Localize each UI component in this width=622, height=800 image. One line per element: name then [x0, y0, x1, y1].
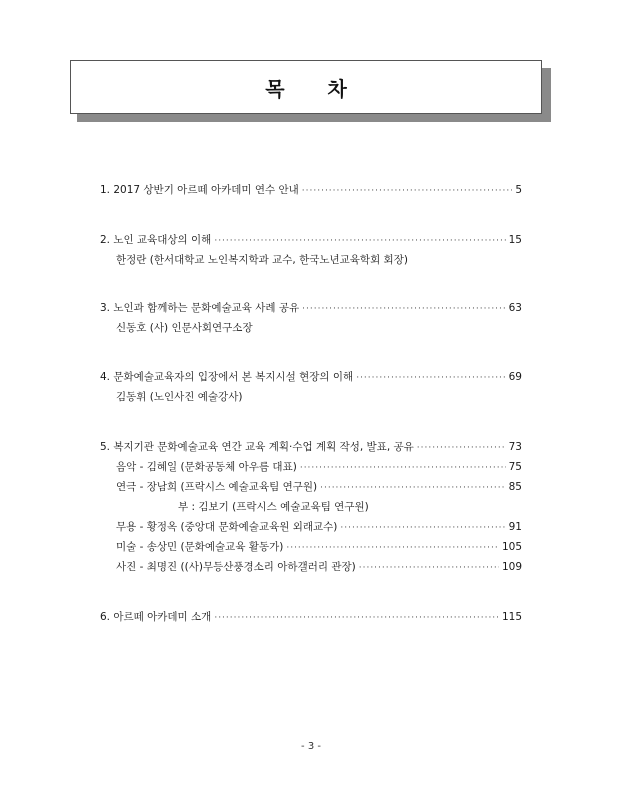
toc-entry-label: 연극 - 장남희 (프락시스 예술교육팀 연구원)	[116, 481, 318, 493]
toc-page-number: 73	[508, 441, 522, 453]
toc-entry-5[interactable]	[100, 437, 522, 457]
toc-entry-label: 무용 - 황정옥 (중앙대 문화예술교육원 외래교수)	[116, 521, 338, 533]
dot-leader	[417, 438, 506, 458]
toc-entry-2[interactable]	[100, 230, 522, 250]
page-footer-number: - 3 -	[301, 741, 321, 752]
toc-page-number: 115	[501, 611, 522, 623]
toc-entry-1[interactable]	[100, 180, 522, 200]
toc-page-number: 63	[508, 302, 522, 314]
toc-page-number: 69	[508, 371, 522, 383]
dot-leader	[214, 608, 499, 628]
toc-page-number: 15	[508, 234, 522, 246]
toc-page-number: 105	[501, 541, 522, 553]
toc-page-number: 5	[515, 184, 522, 196]
table-of-contents	[100, 180, 522, 627]
toc-page-number: 85	[508, 481, 522, 493]
toc-subentry-dance[interactable]	[100, 517, 522, 537]
toc-entry-label: 2. 노인 교육대상의 이해	[100, 234, 212, 246]
page-title: 목 차	[265, 76, 365, 101]
toc-subentry-photo[interactable]	[100, 557, 522, 577]
toc-subentry-theater[interactable]	[100, 477, 522, 497]
toc-entry-4[interactable]	[100, 367, 522, 387]
toc-page-number: 109	[501, 561, 522, 573]
toc-page-number: 91	[508, 521, 522, 533]
dot-leader	[320, 478, 506, 498]
toc-author: 한정란 (한서대학교 노인복지학과 교수, 한국노년교육학회 회장)	[116, 254, 408, 266]
toc-entry-label: 1. 2017 상반기 아르떼 아카데미 연수 안내	[100, 184, 299, 196]
dot-leader	[356, 368, 505, 388]
dot-leader	[286, 538, 499, 558]
dot-leader	[359, 558, 499, 578]
dot-leader	[302, 181, 513, 201]
dot-leader	[302, 299, 505, 319]
toc-entry-label: 사진 - 최명진 ((사)무등산풍경소리 아하갤러리 관장)	[116, 561, 356, 573]
toc-entry-label: 5. 복지기관 문화예술교육 연간 교육 계획·수업 계획 작성, 발표, 공유	[100, 441, 414, 453]
dot-leader	[214, 231, 505, 251]
toc-sub-note: 부 : 김보기 (프락시스 예술교육팀 연구원)	[178, 501, 369, 513]
toc-subentry-art[interactable]	[100, 537, 522, 557]
toc-entry-3[interactable]	[100, 298, 522, 318]
toc-entry-label: 6. 아르떼 아카데미 소개	[100, 611, 212, 623]
toc-author: 신동호 (사) 인문사회연구소장	[116, 322, 253, 334]
toc-entry-label: 음악 - 김혜일 (문화공동체 아우름 대표)	[116, 461, 297, 473]
title-box	[70, 60, 542, 114]
toc-entry-label: 4. 문화예술교육자의 입장에서 본 복지시설 현장의 이해	[100, 371, 354, 383]
toc-entry-label: 미술 - 송상민 (문화예술교육 활동가)	[116, 541, 284, 553]
toc-entry-label: 3. 노인과 함께하는 문화예술교육 사례 공유	[100, 302, 300, 314]
toc-author: 김동휘 (노인사진 예술강사)	[116, 391, 243, 403]
toc-entry-6[interactable]	[100, 607, 522, 627]
dot-leader	[340, 518, 505, 538]
toc-page-number: 75	[508, 461, 522, 473]
dot-leader	[300, 458, 506, 478]
toc-subentry-music[interactable]	[100, 457, 522, 477]
